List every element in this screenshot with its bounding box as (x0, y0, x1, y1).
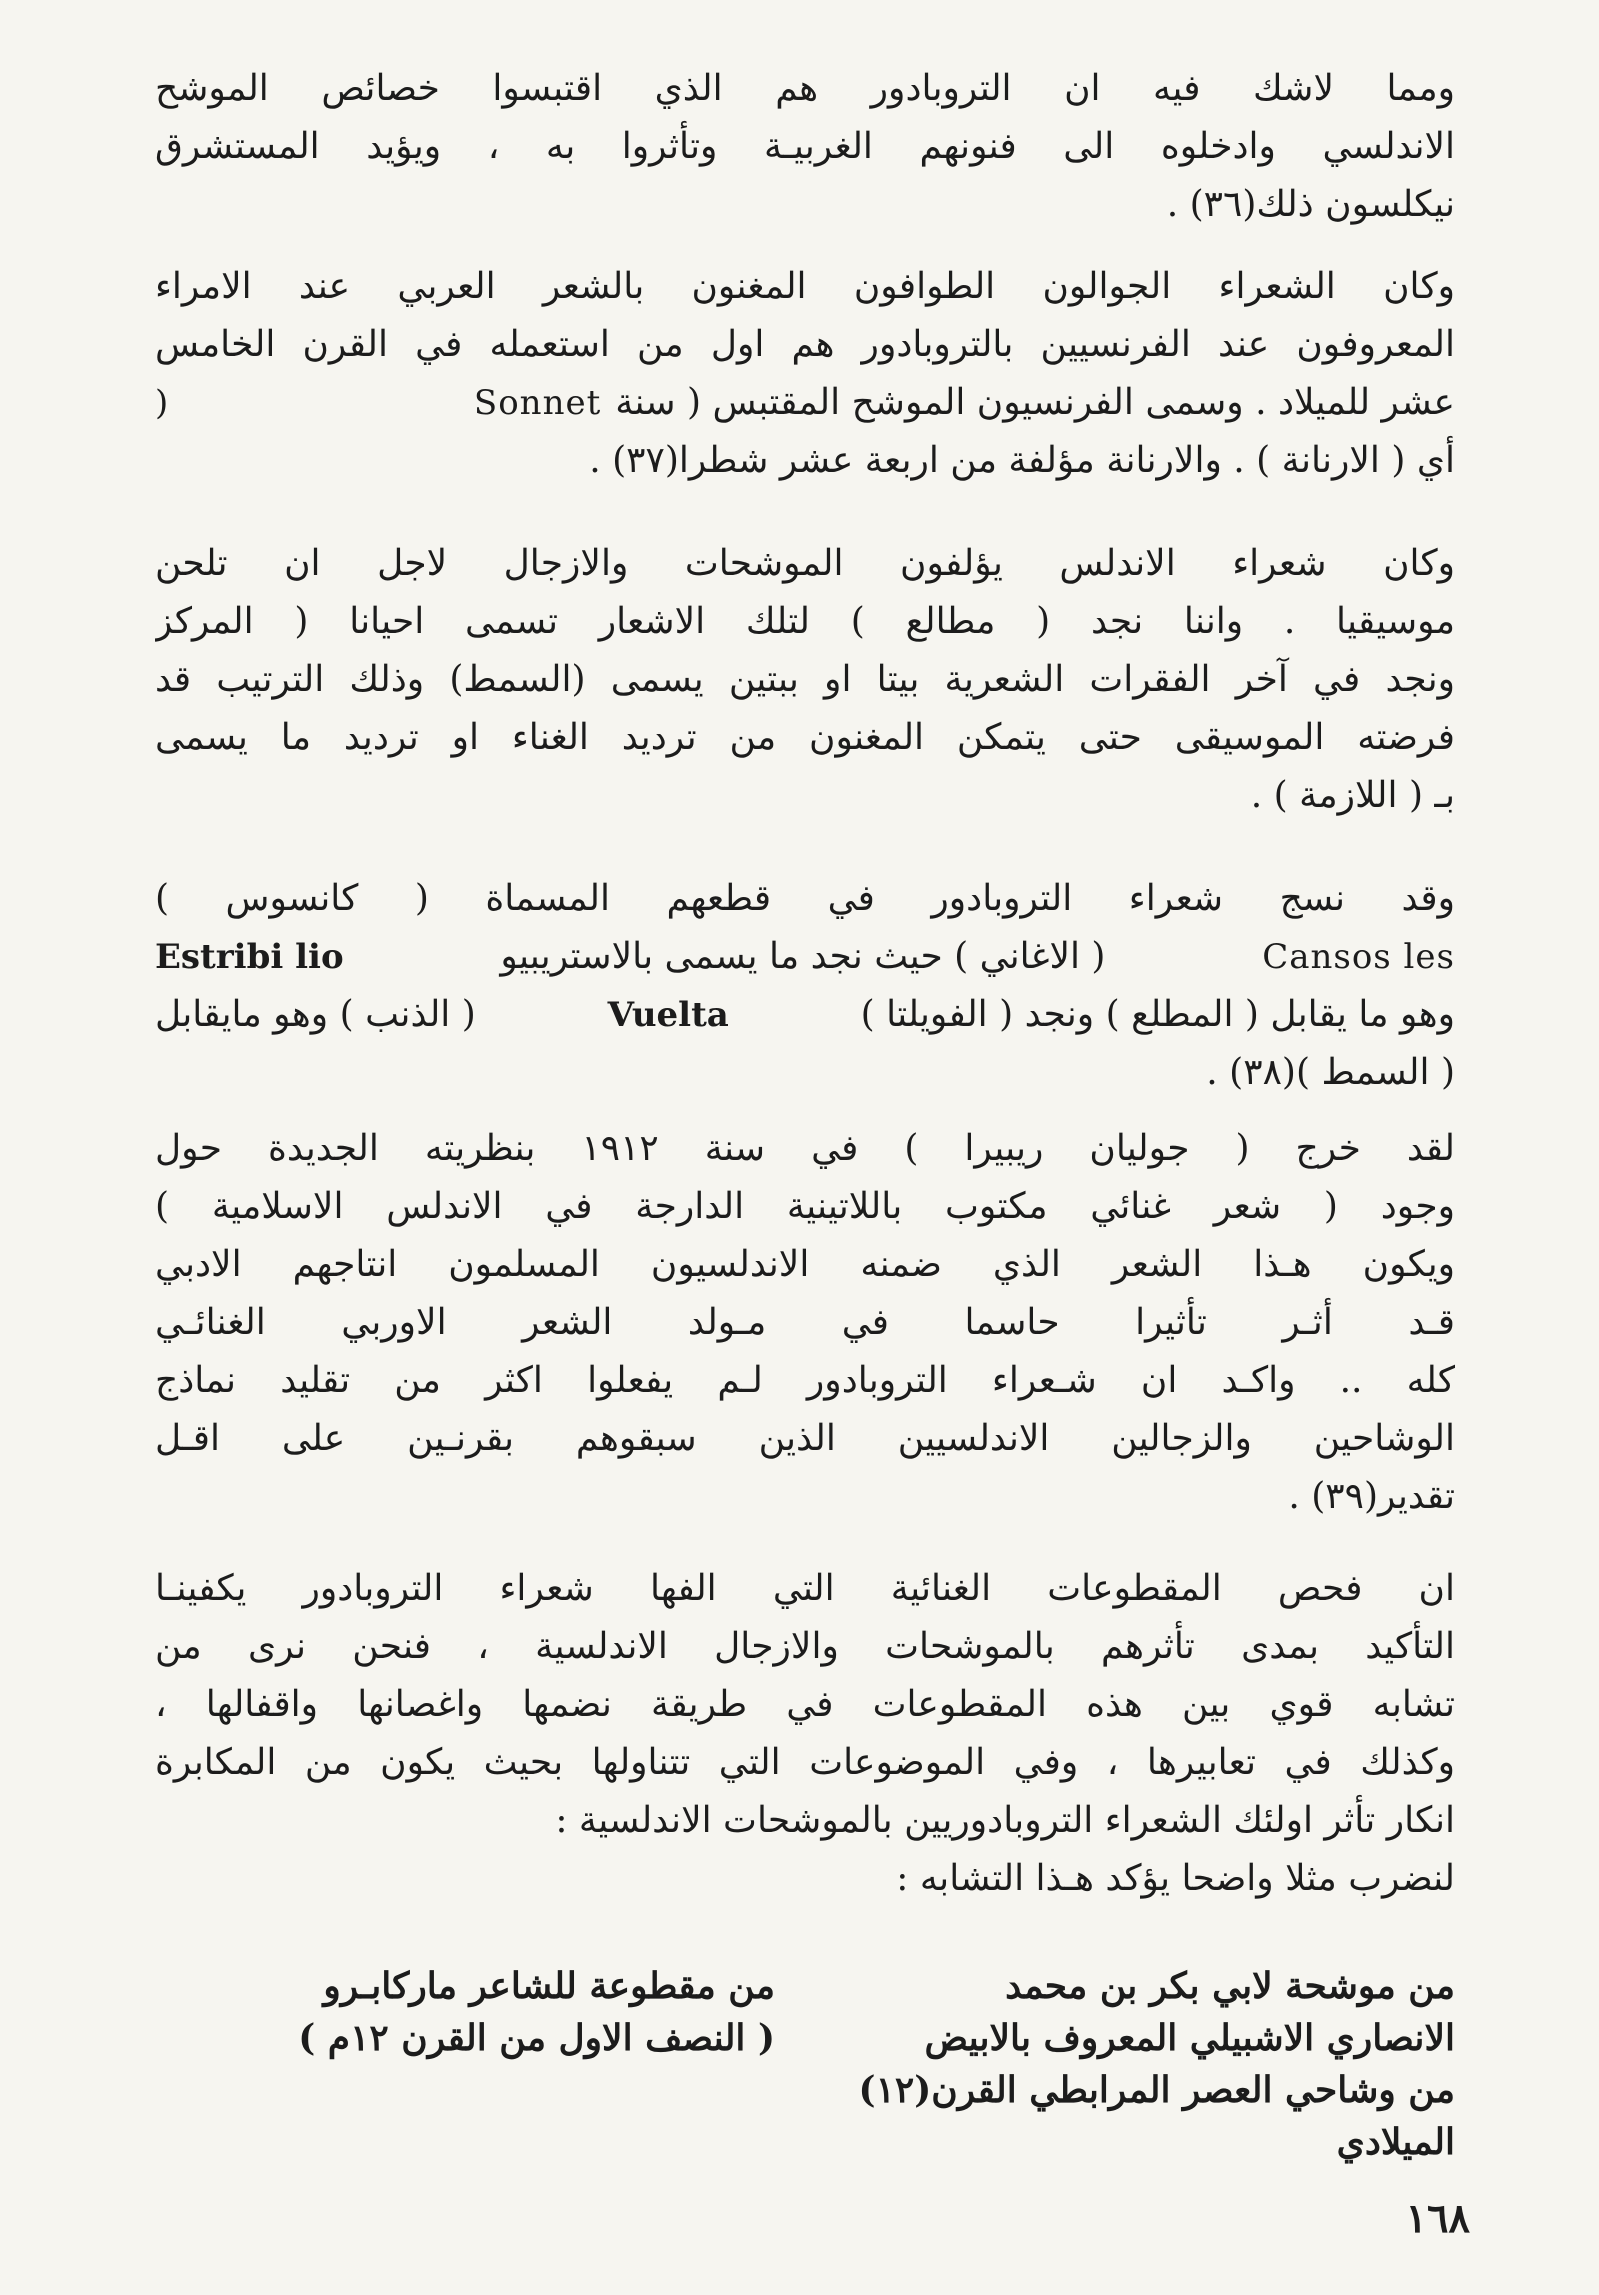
heading-line: من وشاحي العصر المرابطي القرن(١٢) (858, 2069, 1455, 2111)
paragraph-2 (155, 258, 1455, 490)
text-line: ويكون هـذا الشعر الذي ضمنه الاندلسيون المسلمون انتاجهم الادبي (155, 1244, 1455, 1285)
paragraph-4 (155, 870, 1455, 1102)
text-line: قـد أثـر تأثيرا حاسما في مـولد الشعر الاوربي الغنائـي (155, 1302, 1455, 1343)
text-line: الوشاحين والزجالين الاندلسيين الذين سبقوهم بقرنـين على اقـل (155, 1418, 1455, 1459)
text-segment: وهو ما يقابل ( المطلع ) ونجد ( الفويلتا ) (860, 994, 1455, 1035)
text-line: موسيقيا . واننا نجد ( مطالع ) لتلك الاشعار تسمى احيانا ( المركز (155, 601, 1455, 642)
text-line: وكان شعراء الاندلس يؤلفون الموشحات والازجال لاجل ان تلحن (155, 543, 1455, 584)
text-line: تشابه قوي بين هذه المقطوعات في طريقة نضمها واغصانها واقفالها ، (155, 1684, 1455, 1725)
heading-line: من موشحة لابي بكر بن محمد (1005, 1965, 1455, 2007)
latin-term-sonnet: Sonnet (473, 383, 602, 423)
close-paren: ) (155, 383, 170, 423)
text-segment: ( الاغاني ) حيث نجد ما يسمى بالاستريبيو (500, 936, 1106, 977)
latin-term-cansos: Cansos les (1262, 937, 1455, 977)
mixed-text-line (155, 986, 1455, 1044)
text-line: ومما لاشك فيه ان التروبادور هم الذي اقتبسوا خصائص الموشح (155, 68, 1455, 109)
marcabru-source-heading (155, 1960, 775, 2064)
latin-term-estribillo: Estribi lio (155, 937, 344, 977)
text-line: لنضرب مثلا واضحا يؤكد هـذا التشابه : (896, 1858, 1455, 1899)
text-line: لقد خرج ( جوليان ريبيرا ) في سنة ١٩١٢ بنظريته الجديدة حول (155, 1128, 1455, 1169)
text-line: أي ( الارنانة ) . والارنانة مؤلفة من اربعة عشر شطرا(٣٧) . (589, 440, 1455, 481)
text-segment: عشر للميلاد . وسمى الفرنسيون الموشح المقتبس ( سنة (615, 382, 1455, 423)
muwashshah-source-heading (815, 1960, 1455, 2168)
text-line: المعروفون عند الفرنسيين بالتروبادور هم اول من استعمله في القرن الخامس (155, 324, 1455, 365)
paragraph-3 (155, 535, 1455, 825)
paragraph-5 (155, 1120, 1455, 1526)
text-line: فرضته الموسيقى حتى يتمكن المغنون من ترديد الغناء او ترديد ما يسمى (155, 717, 1455, 758)
mixed-text-line (155, 928, 1455, 986)
text-line: وكذلك في تعابيرها ، وفي الموضوعات التي تتناولها بحيث يكون من المكابرة (155, 1742, 1455, 1783)
text-line: بـ ( اللازمة ) . (1250, 775, 1455, 816)
text-line: ان فحص المقطوعات الغنائية التي الفها شعراء التروبادور يكفينـا (155, 1568, 1455, 1609)
text-line: كله .. واكـد ان شـعراء التروبادور لـم يفعلوا اكثر من تقليد نماذج (155, 1360, 1455, 1401)
paragraph-1 (155, 60, 1455, 234)
text-line: وجود ( شعر غنائي مكتوب باللاتينية الدارجة في الاندلس الاسلامية ) (155, 1186, 1455, 1227)
text-line: التأكيد بمدى تأثرهم بالموشحات والازجال الاندلسية ، فنحن نرى من (155, 1626, 1455, 1667)
text-line: ( السمط )(٣٨) . (1206, 1052, 1455, 1093)
text-line: وكان الشعراء الجوالون الطوافون المغنون بالشعر العربي عند الامراء (155, 266, 1455, 307)
page-number: ١٦٨ (1405, 2195, 1470, 2242)
text-line: انكار تأثر اولئك الشعراء التروبادوريين بالموشحات الاندلسية : (555, 1800, 1455, 1841)
text-line: نيكلسون ذلك(٣٦) . (1166, 184, 1455, 225)
poem-source-columns (155, 1960, 1455, 2163)
text-segment: ( الذنب ) وهو مايقابل (155, 994, 476, 1035)
heading-line: الانصاري الاشبيلي المعروف بالابيض (924, 2017, 1455, 2059)
text-line: تقدير(٣٩) . (1288, 1476, 1455, 1517)
heading-line: الميلادي (1336, 2121, 1455, 2163)
latin-term-vuelta: Vuelta (607, 995, 729, 1035)
text-line: وقد نسج شعراء التروبادور في قطعهم المسماة ( كانسوس ) (155, 878, 1455, 919)
mixed-text-line (155, 374, 1455, 432)
heading-line: ( النصف الاول من القرن ١٢م ) (298, 2017, 775, 2059)
heading-line: من مقطوعة للشاعر ماركابـرو (323, 1965, 775, 2007)
paragraph-6 (155, 1560, 1455, 1908)
text-line: ونجد في آخر الفقرات الشعرية بيتا او ببتين يسمى (السمط) وذلك الترتيب قد (155, 659, 1455, 700)
text-line: الاندلسي وادخلوه الى فنونهم الغربيـة وتأثروا به ، ويؤيد المستشرق (155, 126, 1455, 167)
